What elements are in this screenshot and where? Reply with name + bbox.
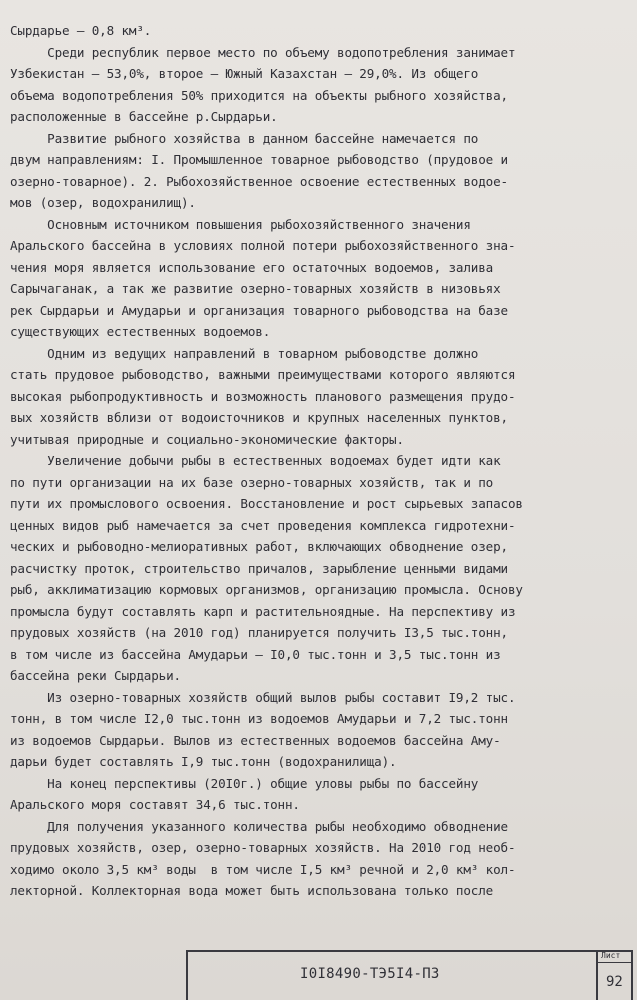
- text-line: Из озерно-товарных хозяйств общий вылов рыбы составит I9,2 тыс.: [10, 689, 516, 705]
- text-line: расчистку проток, строительство причалов, зарыбление ценными видами: [10, 560, 508, 576]
- text-line: Сарычаганак, а так же развитие озерно-товарных хозяйств в низовьях: [10, 281, 501, 296]
- text-line: дарьи будет составлять I,9 тыс.тонн (водохранилища).: [10, 754, 397, 769]
- text-line: прудовых хозяйств (на 2010 год) планируется получить I3,5 тыс.тонн,: [10, 625, 508, 640]
- text-line: ческих и рыбоводно-мелиоративных работ, включающих обводнение озер,: [10, 539, 508, 554]
- text-line: Узбекистан – 53,0%, второе – Южный Казахстан – 29,0%. Из общего: [10, 66, 479, 81]
- text-line: вых хозяйств вблизи от водоисточников и крупных населенных пунктов,: [10, 410, 508, 425]
- text-line: Аральского моря составят 34,6 тыс.тонн.: [10, 797, 300, 812]
- text-line: рек Сырдарьи и Амударьи и организация товарного рыбоводства на базе: [10, 302, 508, 318]
- text-line: существующих естественных водоемов.: [10, 324, 271, 339]
- text-line: двум направлениям: I. Промышленное товарное рыбоводство (прудовое и: [10, 152, 508, 167]
- text-line: Для получения указанного количества рыбы необходимо обводнение: [10, 818, 508, 834]
- text-line: стать прудовое рыбоводство, важными преимуществами которого являются: [10, 367, 516, 382]
- text-line: чения моря является использование его остаточных водоемов, залива: [10, 259, 494, 275]
- text-line: прудовых хозяйств, озер, озерно-товарных хозяйств. На 2010 год необ-: [10, 840, 516, 855]
- text-line: промысла будут составлять карп и растительноядные. На перспективу из: [10, 603, 516, 619]
- text-line: учитывая природные и социально-экономические факторы.: [10, 431, 404, 447]
- text-line: рыб, акклиматизацию кормовых организмов, организацию промысла. Основу: [10, 582, 523, 597]
- text-line: Одним из ведущих направлений в товарном рыбоводстве должно: [10, 345, 479, 361]
- text-line: высокая рыбопродуктивность и возможность планового размещения прудо-: [10, 388, 516, 404]
- sheet-number: 92: [606, 974, 623, 990]
- text-line: Увеличение добычи рыбы в естественных водоемах будет идти как: [10, 453, 501, 468]
- text-line: лекторной. Коллекторная вода может быть использована только после: [10, 883, 494, 898]
- text-line: расположенные в бассейне р.Сырдарьи.: [10, 109, 278, 124]
- text-line: ценных видов рыб намечается за счет проведения комплекса гидротехни-: [10, 517, 516, 533]
- text-line: Среди республик первое место по объему водопотребления занимает: [10, 44, 516, 60]
- sheet-label: Лист: [601, 951, 621, 960]
- text-line: Развитие рыбного хозяйства в данном бассейне намечается по: [10, 130, 479, 146]
- text-line: объема водопотребления 50% приходится на объекты рыбного хозяйства,: [10, 87, 508, 103]
- text-line: из водоемов Сырдарьи. Вылов из естественных водоемов бассейна Аму-: [10, 732, 501, 748]
- text-line: Сырдарье – 0,8 км³.: [10, 23, 152, 38]
- text-line: пути их промыслового освоения. Восстановление и рост сырьевых запасов: [10, 496, 523, 511]
- text-line: в том числе из бассейна Амударьи – I0,0 тыс.тонн и 3,5 тыс.тонн из: [10, 646, 501, 662]
- text-line: Основным источником повышения рыбохозяйственного значения: [10, 216, 471, 232]
- stamp-frame-left: [186, 950, 188, 1000]
- document-code: I0I8490-ТЭ5I4-ПЗ: [300, 966, 440, 982]
- text-line: по пути организации на их базе озерно-товарных хозяйств, так и по: [10, 474, 494, 490]
- text-line: Аральского бассейна в условиях полной потери рыбохозяйственного зна-: [10, 238, 516, 253]
- text-line: бассейна реки Сырдарьи.: [10, 668, 181, 683]
- text-line: ходимо около 3,5 км³ воды в том числе I,5 км³ речной и 2,0 км³ кол-: [10, 861, 516, 877]
- stamp-frame-top: [186, 950, 631, 952]
- text-line: На конец перспективы (20I0г.) общие уловы рыбы по бассейну: [10, 775, 479, 791]
- text-line: тонн, в том числе I2,0 тыс.тонн из водоемов Амударьи и 7,2 тыс.тонн: [10, 711, 508, 726]
- stamp-frame-right: [631, 950, 633, 1000]
- text-line: мов (озер, водохранилищ).: [10, 195, 196, 210]
- document-text: [10, 20, 632, 902]
- stamp-sheet-label-divider: [596, 962, 631, 963]
- text-line: озерно-товарное). 2. Рыбохозяйственное освоение естественных водое-: [10, 173, 508, 189]
- stamp-frame-divider: [596, 950, 598, 1000]
